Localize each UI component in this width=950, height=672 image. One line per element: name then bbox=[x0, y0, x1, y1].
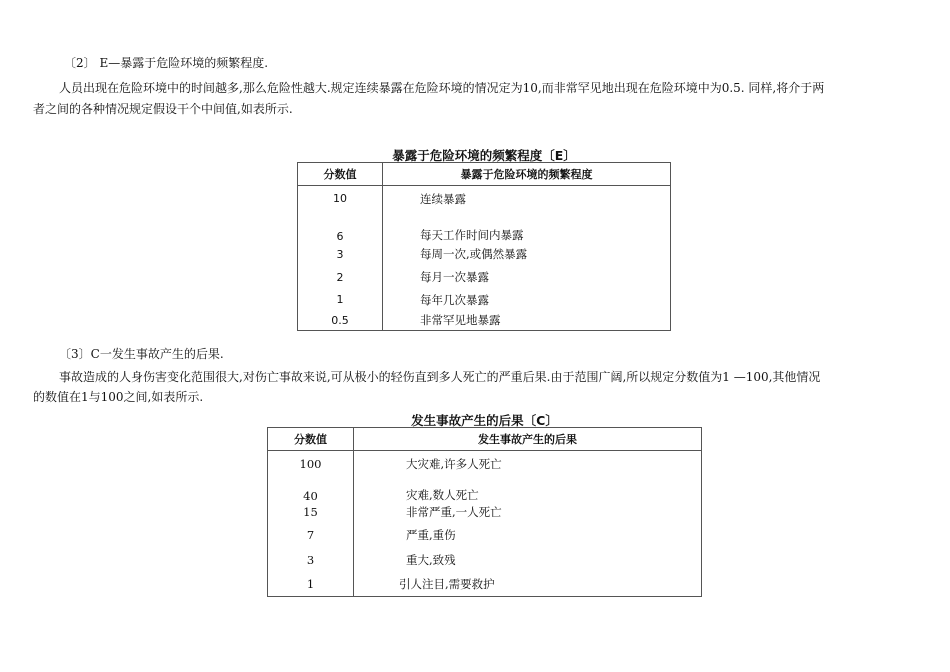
table-row bbox=[268, 549, 702, 572]
table-c-consequence: 重大,致残 bbox=[406, 553, 456, 567]
table-c-score: 100 bbox=[268, 451, 354, 477]
table-e-description: 每周一次,或偶然暴露 bbox=[420, 247, 528, 261]
section-e-paragraph-line-1: 人员出现在危险环境中的时间越多,那么危险性越大.规定连续暴露在危险环境的情况定为10,而非常罕见地出现在危险环境中为0.5. 同样,将介于两 bbox=[59, 81, 825, 95]
table-row bbox=[298, 186, 671, 212]
table-e-description: 非常罕见地暴露 bbox=[420, 313, 501, 328]
table-e-header-score: 分数值 bbox=[298, 163, 383, 186]
table-row bbox=[298, 266, 671, 289]
table-c-score: 7 bbox=[268, 521, 354, 549]
table-c-header-score: 分数值 bbox=[268, 428, 354, 451]
table-c bbox=[267, 427, 702, 597]
table-c-score: 3 bbox=[268, 549, 354, 572]
table-row bbox=[268, 451, 702, 477]
table-c-header-row bbox=[268, 428, 702, 451]
table-e-score: 10 bbox=[298, 186, 383, 212]
table-e-score: 2 bbox=[298, 266, 383, 289]
table-row bbox=[298, 212, 671, 243]
table-row bbox=[298, 289, 671, 311]
section-c-paragraph-line-2: 的数值在1与100之间,如表所示. bbox=[33, 390, 204, 404]
table-e-caption: 暴露于危险环境的频繁程度〔E〕 bbox=[392, 148, 576, 163]
table-e-description: 每年几次暴露 bbox=[420, 292, 489, 307]
table-c-consequence: 大灾难,许多人死亡 bbox=[406, 456, 502, 471]
table-c-consequence: 严重,重伤 bbox=[406, 527, 456, 542]
section-c-paragraph-line-1: 事故造成的人身伤害变化范围很大,对伤亡事故来说,可从极小的轻伤直到多人死亡的严重后果.由于范围广阔,所以规定分数值为1 —100,其他情况 bbox=[59, 370, 821, 384]
section-c-heading: 〔3〕C一发生事故产生的后果. bbox=[59, 347, 224, 361]
table-e-score: 1 bbox=[298, 289, 383, 311]
table-row bbox=[268, 521, 702, 549]
table-c-score: 1 bbox=[268, 572, 354, 597]
table-c-score: 40 bbox=[268, 477, 354, 503]
table-e-description: 连续暴露 bbox=[420, 191, 466, 206]
table-row bbox=[268, 572, 702, 597]
table-c-score: 15 bbox=[268, 503, 354, 521]
table-row bbox=[298, 311, 671, 331]
table-c-consequence: 引人注目,需要救护 bbox=[399, 576, 495, 591]
table-e-header-description: 暴露于危险环境的频繁程度 bbox=[383, 163, 671, 186]
table-c-header-consequence: 发生事故产生的后果 bbox=[354, 428, 702, 451]
table-e bbox=[297, 162, 671, 331]
table-e-score: 6 bbox=[298, 212, 383, 243]
table-e-score: 0.5 bbox=[298, 311, 383, 331]
table-c-caption: 发生事故产生的后果〔C〕 bbox=[411, 413, 558, 428]
table-e-score: 3 bbox=[298, 243, 383, 266]
table-row bbox=[268, 477, 702, 503]
section-e-heading: 〔2〕 E—暴露于危险环境的频繁程度. bbox=[64, 56, 269, 70]
table-e-description: 每天工作时间内暴露 bbox=[420, 227, 524, 242]
table-c-consequence: 非常严重,一人死亡 bbox=[406, 504, 502, 519]
table-e-header-row bbox=[298, 163, 671, 186]
table-e-description: 每月一次暴露 bbox=[420, 270, 489, 284]
table-row bbox=[268, 503, 702, 521]
table-row bbox=[298, 243, 671, 266]
section-e-paragraph-line-2: 者之间的各种情况规定假设干个中间值,如表所示. bbox=[33, 102, 293, 116]
table-c-consequence: 灾难,数人死亡 bbox=[406, 487, 479, 502]
